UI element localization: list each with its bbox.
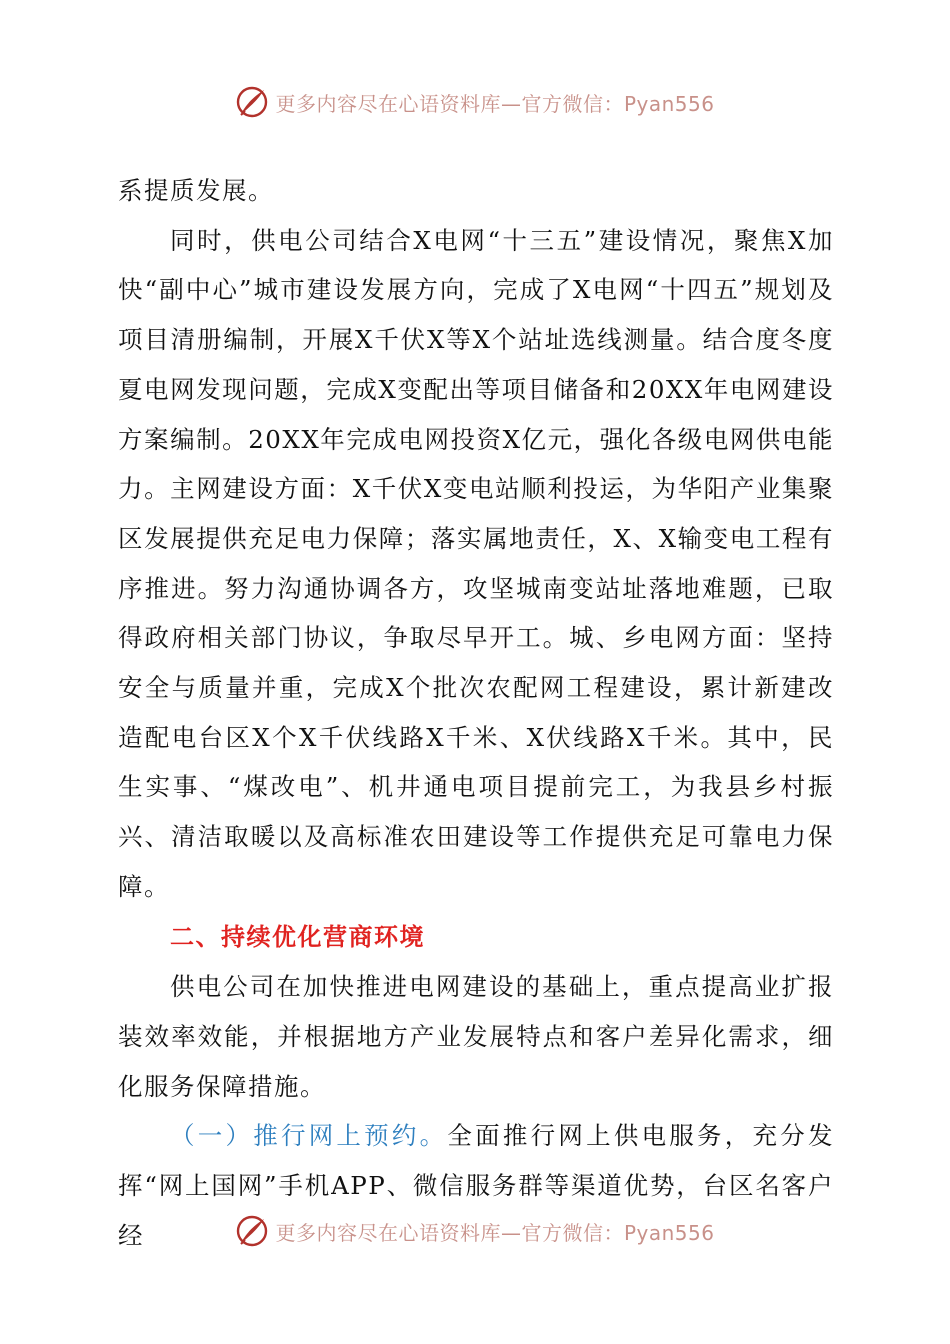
paragraph-section-intro: 供电公司在加快推进电网建设的基础上，重点提高业扩报装效率效能，并根据地方产业发展特点和客户差异化需求，细化服务保障措施。 [118, 972, 834, 1101]
document-body [118, 166, 834, 1260]
subsection-lead: （一）推行网上预约。 [170, 1121, 448, 1151]
footer-watermark [235, 1214, 714, 1248]
footer-watermark-banner [0, 1211, 950, 1251]
subsection-text: 全面推行网上供电服务，充分发挥“网上国网”手机APP、微信服务群等渠道优势，台区名客户经 [118, 1121, 834, 1250]
quill-circle-logo-icon [235, 1214, 269, 1248]
section-heading: 二、持续优化营商环境 [170, 922, 425, 951]
quill-circle-logo-icon [235, 85, 269, 119]
paragraph-continuation: 系提质发展。 [118, 176, 274, 205]
section-heading-row [118, 912, 834, 963]
footer-watermark-text: 更多内容尽在心语资料库—官方微信：Pyan556 [275, 1220, 715, 1245]
header-watermark-banner [0, 82, 950, 122]
paragraph-grid-construction: 同时，供电公司结合X电网“十三五”建设情况，聚焦X加快“副中心”城市建设发展方向，完成了X电网“十四五”规划及项目清册编制，开展X千伏X等X个站址选线测量。结合度冬度夏电网发现问题，完成X变配出等项目储备和20XX年电网建设方案编制。20XX年完成电网投资X亿元，强化各级电网供电能力。主网建设方面：X千伏X变电站顺利投运，为华阳产业集聚区发展提供充足电力保障；落实属地责任，X、X输变电工程有序推进。努力沟通协调各方，攻坚城南变站址落地难题，已取得政府相关部门协议，争取尽早开工。城、乡电网方面：坚持安全与质量并重，完成X个批次农配网工程建设，累计新建改造配电台区X个X千伏线路X千米、X伏线路X千米。其中，民生实事、“煤改电”、机井通电项目提前完工，为我县乡村振兴、清洁取暖以及高标准农田建设等工作提供充足可靠电力保障。 [118, 225, 834, 901]
header-watermark [235, 85, 714, 119]
header-watermark-text: 更多内容尽在心语资料库—官方微信：Pyan556 [275, 91, 715, 116]
